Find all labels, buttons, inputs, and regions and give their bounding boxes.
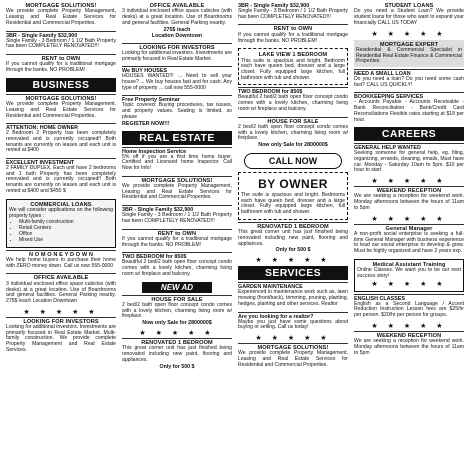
ad-heading: Medical Assistant Training	[372, 261, 446, 268]
ad-text: If you cannot qualify for a traditional mortgage through the banks. NO PROBLEM!	[122, 235, 232, 248]
ad-rent-to-own	[122, 229, 232, 251]
ad-text: We will consider applications on the following property types :	[9, 206, 113, 219]
ad-text: This suite is spacious and bright. Bedroom each have queen bed, dresser and a large closet. Fully equipped large kitchen, full bathroom with tub and shower.	[241, 57, 345, 81]
ad-text: Maybe you just have some questions about buying or selling. Call us today!	[238, 318, 348, 331]
list-item: • Office	[19, 232, 113, 238]
register-now-text: REGISTER NOW!!!	[122, 120, 170, 127]
ad-price: 275$ /each	[163, 26, 191, 33]
ad-heading: MORTGAGE SOLUTIONS!	[25, 95, 97, 102]
ad-attention-home-owner	[6, 123, 116, 156]
ad-text: 2 bed/2 bath open floor concept condo comes with a lovely kitchen, charming living room w/ fireplace.	[122, 301, 232, 320]
ad-single-family	[122, 205, 232, 226]
call-now-badge: CALL NOW	[244, 153, 342, 169]
ad-excellent-investment	[6, 158, 116, 197]
ad-general-help	[354, 143, 464, 176]
ad-two-bedroom	[122, 252, 232, 279]
ad-heading: GENERAL HELP WANTED	[354, 145, 421, 152]
star-divider: ★ ★ ★ ★ ★	[139, 330, 215, 338]
ad-garden-maintenance	[238, 282, 348, 309]
ad-mortgage-solutions	[122, 176, 232, 204]
ad-text: Single Family - 3 Bedroom / 1 1/2 Bath Property has been COMPLETELY RENOVATED!!!	[238, 8, 348, 20]
ad-heading: EXCELLENT INVESTMENT	[6, 160, 75, 167]
ad-text: 2 Bedroom 2 Property has been completely renovated and is currently occupied!! Both tenants are currently on leases and each unit is rented at $400	[6, 130, 116, 154]
ad-heading: RENOVATED 1 BEDROOM	[141, 340, 213, 347]
ad-text: We provide complete Property Management, Leasing and Real Estate Services for Residential and Commercial Properties.	[6, 101, 116, 119]
ad-heading: GARDEN MAINTENANCE	[238, 284, 303, 291]
ad-free-property-seminar	[122, 95, 232, 128]
ad-text: The suite is spacious and bright. Bedrooms each have queen bed, dresser and a large closet. Fully equipped large kitchen, full bathroom with tub and shower.	[241, 192, 345, 216]
ad-text: We help home buyers to purchase their home with ZERO money down. Call us now 555-0000	[6, 256, 116, 269]
ad-text: Topic covered: Buying procedures, tax issues, and property values. Seating is limited, so please	[122, 102, 232, 120]
ad-text: Experienced in maintenance work such as, lawn mowing (front/back), trimming, pruning, planting, hedges, planting and other services. Realtor	[238, 289, 348, 307]
ad-heading: ATTENTION: HOME OWNER	[6, 125, 79, 132]
ad-single-family	[238, 2, 348, 22]
ad-heading: RENOVATED 1 BEDROOM	[257, 223, 329, 230]
ad-heading: LAKE VIEW 1 BEDROOM	[258, 52, 328, 59]
ad-text: If you cannot qualify for a traditional mortgage through the banks. NO PROBLEM!	[238, 31, 348, 44]
ad-heading: 3BR - Single Family $32,900	[122, 207, 194, 214]
ad-text: Do you need a loan? Do you need some cash fast? CALL US QUICKLY!	[354, 76, 464, 88]
star-divider: ★ ★ ★ ★ ★	[255, 334, 331, 342]
ad-text: Beautiful 2 bed/2 bath open floor concept condo comes with a lovely kitchen, charming living room w/ fireplace and balcony.	[238, 94, 348, 112]
ad-realtor	[238, 312, 348, 333]
star-divider: ★ ★ ★ ★ ★	[23, 308, 99, 316]
ad-text: This great corner unit has just finished being renovated including new paint, flooring and appliances.	[122, 345, 232, 363]
ad-text: Seeking someone for general help, eg. filing, organizing, errands, cleaning, emails, Must have car. Monday - Saturday 10am to 5pm. $10 per hour to start	[354, 150, 464, 174]
ad-rent-to-own	[238, 24, 348, 46]
ad-text: Looking for additional investors. Investments are primarily focused in Real Estate Market. Multi-family construction. We provide complete Property Management and Real Estate Services.	[6, 324, 116, 353]
ad-heading: WEEKEND RECEPTION	[376, 188, 442, 195]
ad-mortgage-expert	[354, 40, 464, 68]
ad-student-loans	[354, 2, 464, 29]
ad-house-for-sale	[122, 295, 232, 329]
ad-text: Residential & Commercial Specialist in Residential Real Estate Finance & Commercial Properties.	[356, 46, 462, 65]
ad-heading: MORTGAGE SOLUTIONS!	[141, 177, 213, 184]
ad-heading: General Manager	[385, 225, 433, 232]
ad-looking-for-investors	[122, 43, 232, 65]
star-divider: ★ ★ ★ ★ ★	[371, 215, 447, 223]
ad-mortgage-solutions	[238, 343, 348, 371]
ad-price: Now only Sale for 2800000$	[258, 142, 328, 149]
ad-looking-for-investors	[6, 317, 116, 356]
ad-small-loan	[354, 69, 464, 90]
ad-heading: LOOKING FOR INVESTORS	[139, 44, 215, 51]
ad-text: We provide complete Property Management, Leasing and Real Estate Services for Residential and Commercial Properties.	[122, 183, 232, 201]
section-services: SERVICES	[238, 266, 348, 280]
ad-home-inspection	[122, 147, 232, 174]
column-2	[122, 2, 232, 472]
ad-medical-assistant	[354, 259, 464, 292]
ad-renovated-1-bedroom	[122, 338, 232, 372]
ad-mortgage-solutions-2	[6, 94, 116, 122]
ad-english-classes	[354, 294, 464, 321]
ad-weekend-reception	[354, 186, 464, 214]
section-business: BUSINESS	[6, 78, 116, 92]
ad-text: We are seeking a reception for weekend work. Monday afternoons between the hours of 11am to 5pm	[354, 193, 464, 211]
ad-heading: ENGLISH CLASSES	[354, 295, 405, 302]
ad-heading: RENT to OWN	[41, 55, 81, 62]
star-divider: ★ ★ ★ ★ ★	[371, 280, 447, 288]
column-1	[6, 2, 116, 472]
ad-text: This great corner unit has just finished being renovated including new paint, flooring and appliances.	[238, 229, 348, 247]
ad-general-manager	[354, 224, 464, 257]
ad-bookkeeping	[354, 92, 464, 125]
ad-heading: N O M O N E Y D O W N	[28, 251, 94, 258]
star-divider: ★ ★ ★ ★ ★	[371, 322, 447, 330]
ad-text: Do you need a Student Loan? We provide student loans for those who want to expand your financially CALL US TODAY	[354, 8, 464, 26]
ad-heading: HOUSE FOR SALE	[267, 118, 319, 125]
ad-text: We are seeking a reception for weekend work. Monday afternoons between the hours of 11am to 5pm	[354, 338, 464, 356]
ad-heading: We BUY HOUSES	[122, 68, 168, 75]
list-item: • Mixed Use	[19, 238, 113, 244]
ad-heading: 3BR - Single Family $32,900	[6, 32, 78, 39]
ad-heading: COMMERCIAL LOANS	[30, 201, 92, 208]
ad-we-buy-houses	[122, 66, 232, 93]
ad-single-family	[6, 31, 116, 52]
ad-by-owner	[238, 172, 348, 220]
ad-text: If you cannot qualify for a traditional mortgage through the banks. NO PROBLEM!	[6, 61, 116, 74]
ad-text: We provide complete Property Management, Leasing and Real Estate Services for Residential and Commercial Properties.	[6, 8, 116, 26]
ad-price: Only for 500 $	[275, 247, 311, 254]
loan-types-list	[19, 220, 113, 243]
ad-renovated-1-bedroom	[238, 222, 348, 256]
ad-text: We provide complete Property Management, Leasing and Real Estate Services for Residential and Commercial Properties.	[238, 350, 348, 368]
ad-text: 2 FAMILY DUPLEX, Each unit have 2 bedrooms and 1 bath Property has been completely renovated and is currently occupied!! Both tenants are currently on leases and each unit is rented at $400 and $450 $	[6, 165, 116, 194]
ad-heading: MORTGAGE SOLUTIONS!	[25, 3, 97, 9]
ad-mortgage-solutions	[6, 2, 116, 29]
ad-commercial-loans	[6, 199, 116, 248]
ad-lake-view	[238, 48, 348, 85]
ad-heading: TWO BEDROOM for 850$	[122, 254, 187, 261]
ad-heading: WEEKEND RECEPTION	[376, 332, 442, 339]
ad-heading: MORTGAGE SOLUTIONS!	[257, 344, 329, 351]
column-3	[238, 2, 348, 472]
ad-heading: 3BR - Single Family $32,900	[238, 3, 310, 9]
ad-heading: Home Inspection Service	[122, 148, 187, 155]
ad-no-money-down	[6, 250, 116, 272]
ad-heading: RENT to OWN	[273, 26, 313, 33]
ad-text: Single Family - 3 Bedroom / 1 1/2 Bath Property has been COMPLETELY RENOVATED!!!	[122, 212, 232, 224]
ad-heading: BOOKKEEPING SERVICES	[354, 94, 424, 101]
ad-text: 3 individual enclosed office space cubicles (with desks) at a great location. Use of Boardrooms and general facilities. General Parking nearby. 275$ /each Location Downtown	[6, 280, 116, 304]
ad-heading: BY OWNER	[258, 177, 328, 192]
ad-heading: HOUSE FOR SALE	[151, 296, 203, 303]
ad-heading: OFFICE AVAILABLE	[149, 3, 205, 9]
ad-heading: RENT to OWN	[157, 230, 197, 237]
star-divider: ★ ★ ★ ★ ★	[371, 178, 447, 186]
ad-text: 2 bed/2 bath open floor concept condo comes with a lovely kitchen, charming living room w/ fireplace.	[238, 123, 348, 142]
ad-office-available	[6, 273, 116, 306]
ad-text: 3 individual enclosed office space cubicles (with desks) at a great location. Use of Boardrooms and general facilities. General Parking nearby.	[122, 8, 232, 26]
ad-weekend-reception-2	[354, 331, 464, 359]
ad-text: 5% off if you are a first time home buyer. Certified and Licensed home Inspector. Call Now for Info!	[122, 153, 232, 171]
column-4	[354, 2, 464, 472]
ad-price: Now only Sale for 2800000$	[142, 320, 212, 327]
ad-heading: MORTGAGE EXPERT	[379, 41, 439, 48]
section-real-estate: REAL ESTATE	[122, 131, 232, 145]
ad-text: Looking for additional investors. Investments are primarily focused in Real Estate Market.	[122, 49, 232, 62]
list-item: • Retail Centers	[19, 226, 113, 232]
ad-heading: TWO BEDROOM for 850$	[238, 89, 303, 96]
star-divider: ★ ★ ★ ★ ★	[371, 30, 447, 38]
ad-text: Online Classes. We want you to be our next success story!	[357, 267, 461, 279]
ad-heading: OFFICE AVAILABLE	[33, 275, 89, 282]
ad-heading: STUDENT LOANS	[384, 3, 434, 9]
ad-heading: Are you looking for a realtor?	[238, 313, 314, 320]
list-item: • Multi-family construction	[19, 220, 113, 226]
ad-office-available	[122, 2, 232, 41]
star-divider: ★ ★ ★ ★ ★	[255, 257, 331, 265]
new-ad-badge: NEW AD	[142, 282, 212, 293]
ad-heading: LOOKING FOR INVESTORS	[23, 318, 99, 325]
ad-rent-to-own	[6, 54, 116, 76]
ad-price: Only for 500 $	[159, 363, 195, 370]
ad-heading: NEED A SMALL LOAN	[354, 71, 411, 78]
ad-heading: Free Property Seminar	[122, 97, 180, 104]
ad-text: English as a Second Language / Accent Reduction Instruction Lesson fees are $25/hr per person. $20/hr per person for groups.	[354, 300, 464, 319]
ad-text: - Accounts Payable - Accounts Receivable - Bank Reconciliation - Bank/Credit Card Reconciliations Flexible rates starting at $18 per hour.	[354, 99, 464, 123]
section-careers: CAREERS	[354, 127, 464, 141]
ad-house-for-sale	[238, 117, 348, 151]
ad-two-bedroom	[238, 87, 348, 114]
ad-location: Location Downtown	[151, 32, 203, 39]
ad-text: A non-profit social enterprise is seeking a full-time General Manager with business experience to lead our social enterprise to develop & grow. Must be highly organized and have 2 years exp.	[354, 230, 464, 255]
ad-text: Single Family - 3 Bedroom / 1 1/2 Bath Property has been COMPLETELY RENOVATED!!!	[6, 37, 116, 50]
ad-text: HOUSES WANTED!!! ... Need to sell your house? ... We buy houses fast and for cash. Any type of property ... call now 555-0000	[122, 73, 232, 91]
ad-text: Beautiful 2 bed/2 bath open floor concept condo comes with a lovely kitchen, charming living room w/ fireplace and balcony.	[122, 259, 232, 277]
